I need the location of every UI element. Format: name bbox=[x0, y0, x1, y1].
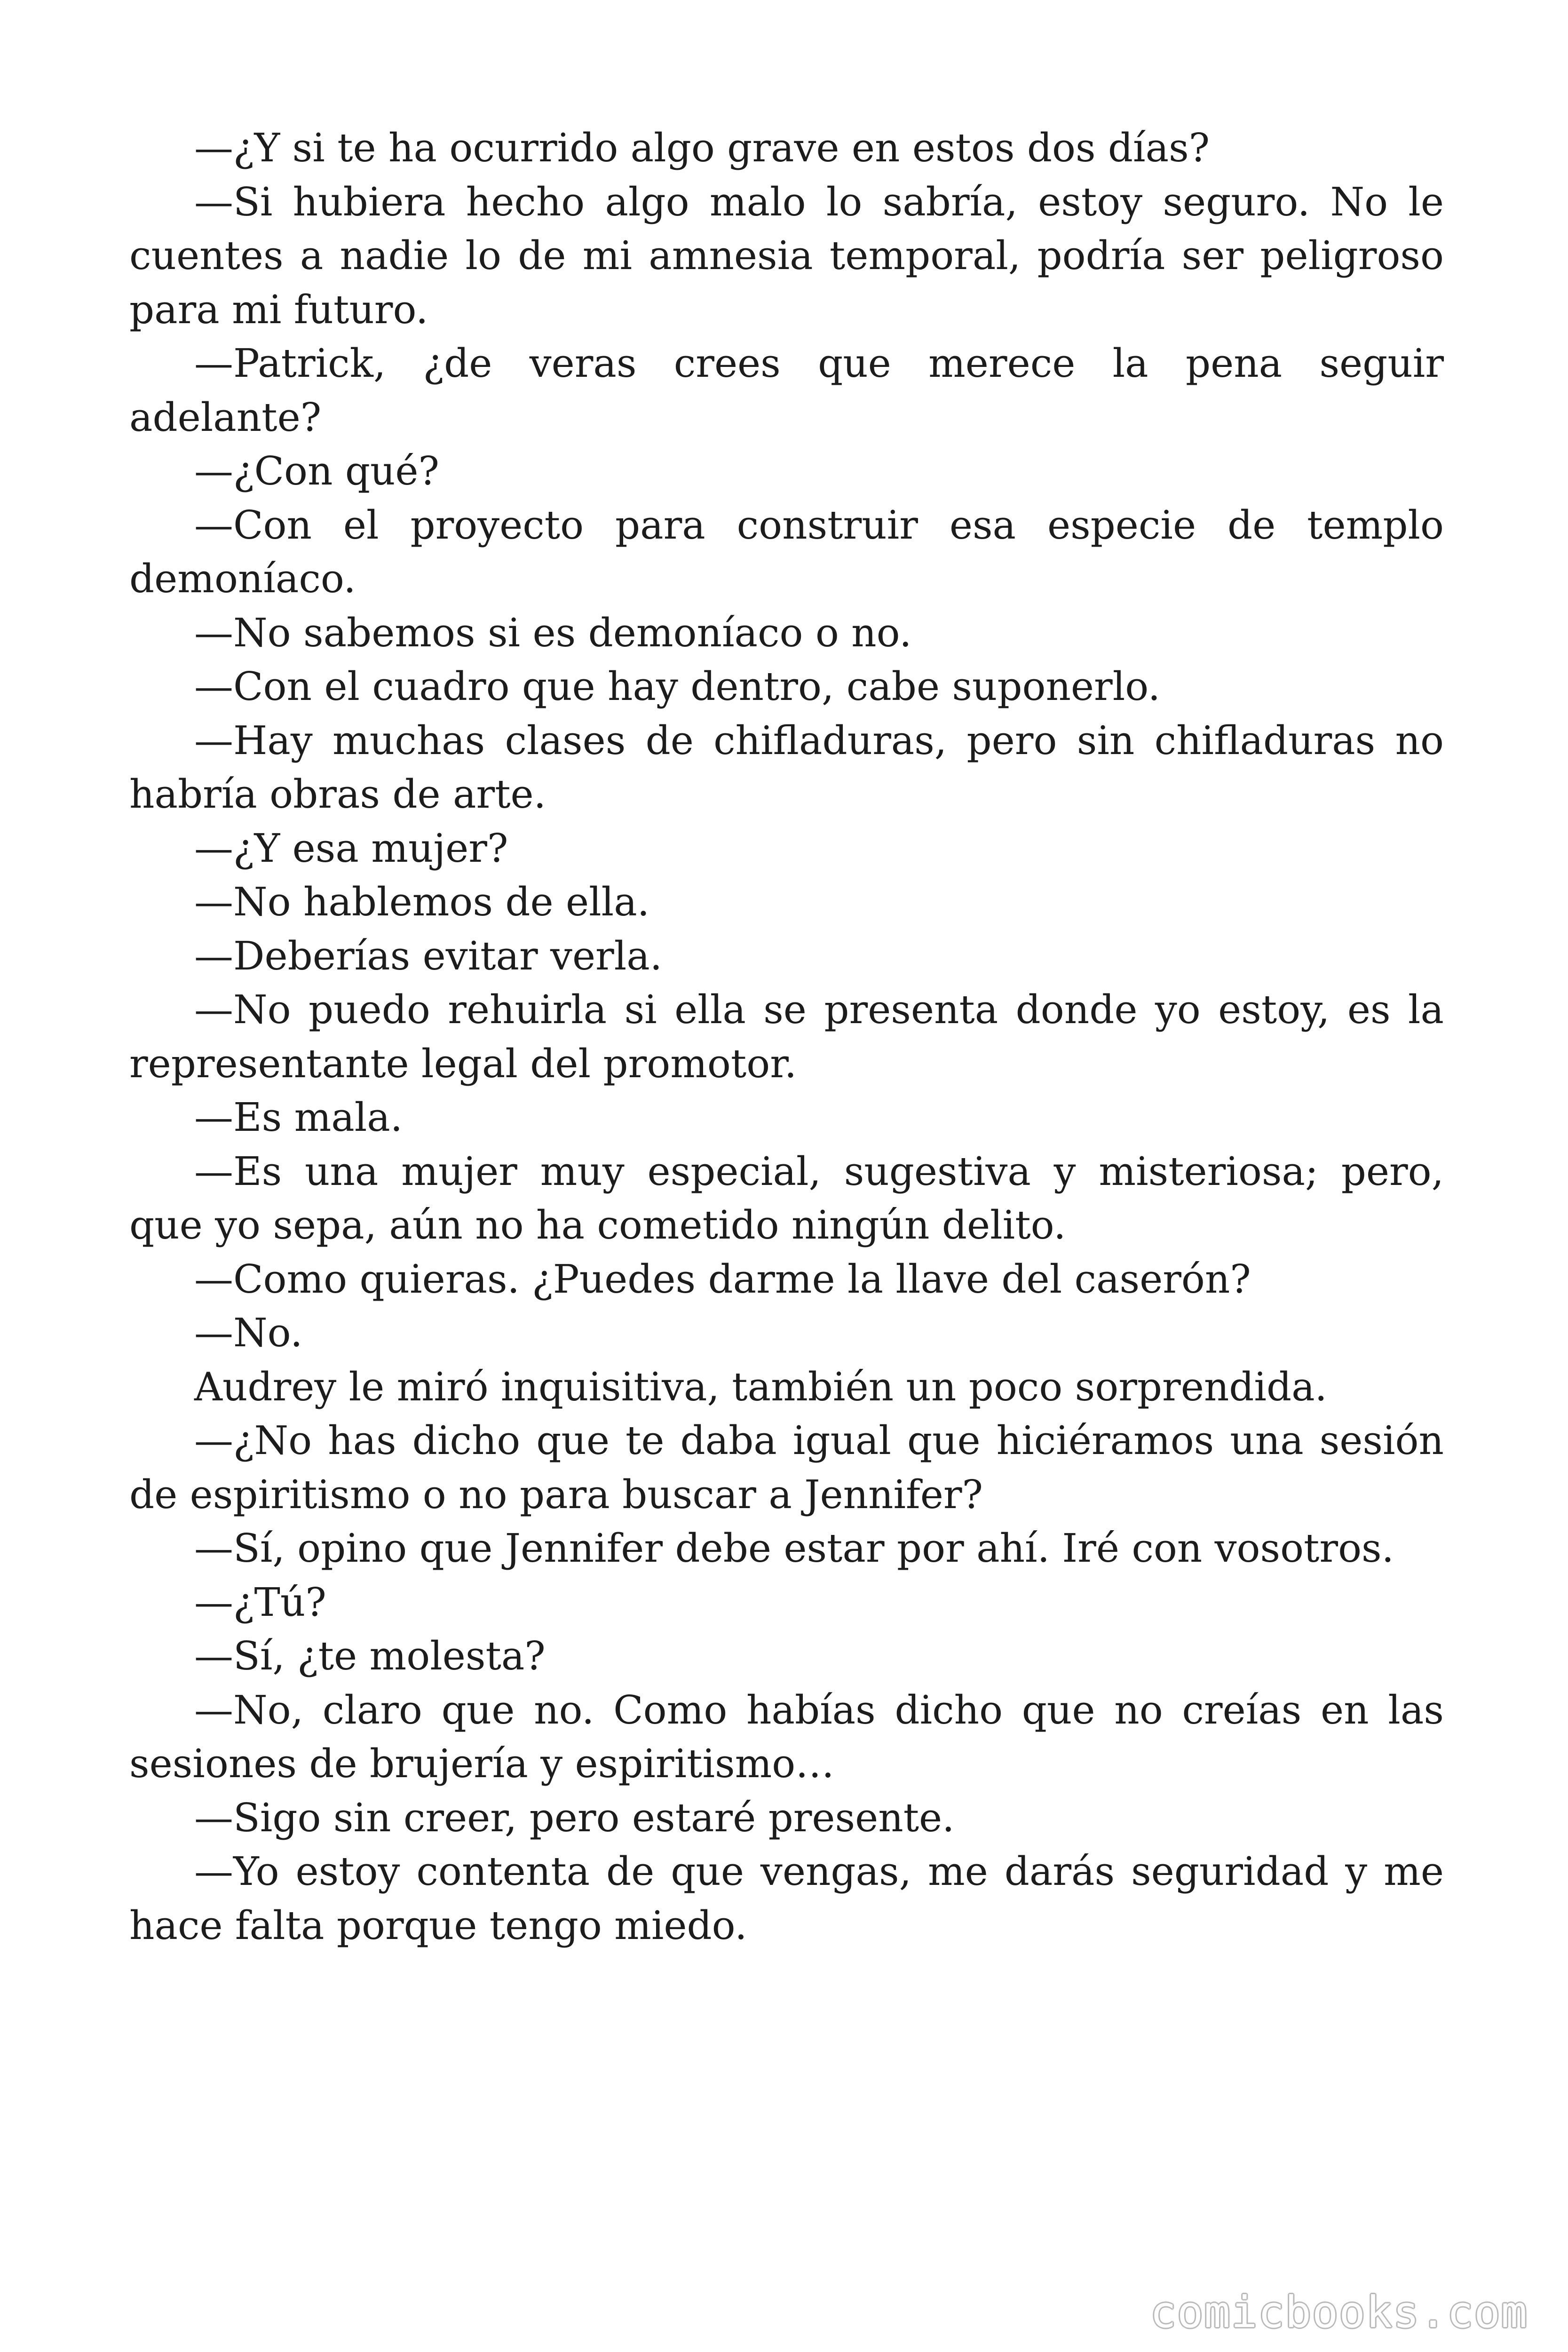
paragraph: —No sabemos si es demoníaco o no. bbox=[194, 610, 912, 656]
paragraph: —No, claro que no. Como habías dicho que no creías en las sesiones de brujería y espiritismo… bbox=[129, 1687, 1444, 1787]
paragraph: —¿Y esa mujer? bbox=[194, 825, 508, 871]
paragraph: —No puedo rehuirla si ella se presenta donde yo estoy, es la representante legal del promotor. bbox=[129, 987, 1444, 1087]
paragraph: —Si hubiera hecho algo malo lo sabría, estoy seguro. No le cuentes a nadie lo de mi amnesia temporal, podría ser peligroso para mi futuro. bbox=[129, 179, 1444, 333]
paragraph: —Con el proyecto para construir esa especie de templo demoníaco. bbox=[129, 502, 1444, 602]
paragraph: —Hay muchas clases de chifladuras, pero sin chifladuras no habría obras de arte. bbox=[129, 717, 1444, 817]
paragraph: —No hablemos de ella. bbox=[194, 879, 650, 925]
paragraph: —¿Con qué? bbox=[194, 448, 440, 494]
paragraph: —¿Y si te ha ocurrido algo grave en estos dos días? bbox=[194, 125, 1210, 171]
paragraph: —Sí, ¿te molesta? bbox=[194, 1633, 546, 1679]
paragraph: —¿No has dicho que te daba igual que hiciéramos una sesión de espiritismo o no para buscar a Jennifer? bbox=[129, 1418, 1444, 1518]
paragraph: —Con el cuadro que hay dentro, cabe suponerlo. bbox=[194, 664, 1161, 709]
paragraph: —No. bbox=[194, 1310, 303, 1356]
paragraph: —¿Tú? bbox=[194, 1579, 326, 1625]
watermark: comicbooks.com bbox=[1150, 2287, 1528, 2337]
paragraph: —Patrick, ¿de veras crees que merece la pena seguir adelante? bbox=[129, 341, 1444, 440]
paragraph: —Yo estoy contenta de que vengas, me darás seguridad y me hace falta porque tengo miedo. bbox=[129, 1849, 1444, 1948]
paragraph: —Sí, opino que Jennifer debe estar por ahí. Iré con vosotros. bbox=[194, 1526, 1394, 1571]
paragraph: Audrey le miró inquisitiva, también un poco sorprendida. bbox=[194, 1364, 1327, 1410]
paragraph: —Es mala. bbox=[194, 1095, 403, 1140]
body-text bbox=[129, 121, 1444, 1953]
paragraph: —Deberías evitar verla. bbox=[194, 933, 663, 979]
paragraph: —Como quieras. ¿Puedes darme la llave del caserón? bbox=[194, 1256, 1251, 1302]
paragraph: —Es una mujer muy especial, sugestiva y misteriosa; pero, que yo sepa, aún no ha cometido ningún delito. bbox=[129, 1148, 1444, 1248]
paragraph: —Sigo sin creer, pero estaré presente. bbox=[194, 1795, 955, 1841]
